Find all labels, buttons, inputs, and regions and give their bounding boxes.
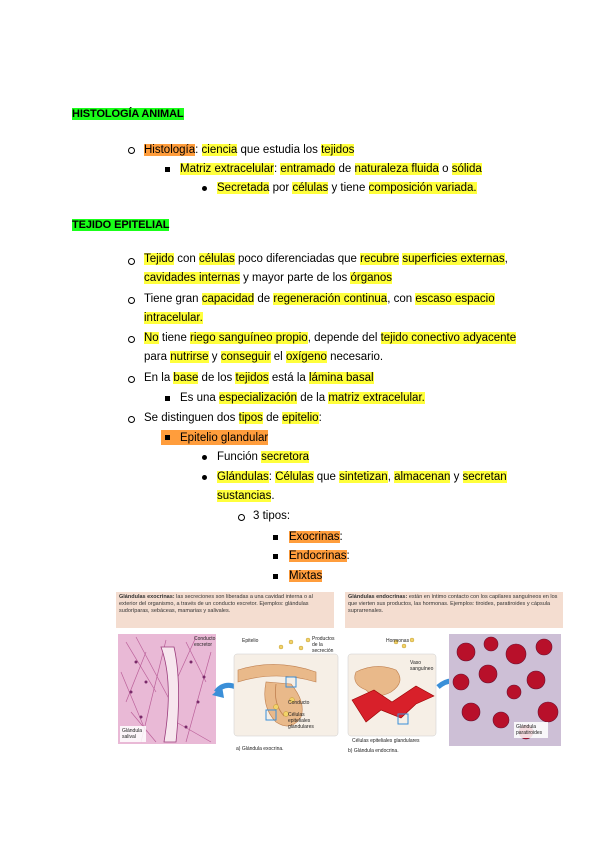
label-glandula-paratiroides: Glándula paratiroides (516, 724, 543, 736)
glandulas-line-1: Glándulas: Células que sintetizan, almacenan y secretan (217, 471, 507, 483)
label-glandula-exocrina: a) Glándula exocrina. (236, 746, 284, 752)
bullet-square (273, 535, 278, 540)
label-vaso-sanguineo: Vaso sanguíneo (410, 660, 434, 672)
tipo-mixtas: Mixtas (289, 570, 323, 582)
bullet-square (273, 574, 278, 579)
label-glandula-salival: Glándula salival (122, 728, 143, 740)
bullet-ring (128, 297, 135, 304)
tipo-exocrinas: Exocrinas: (289, 531, 343, 543)
regeneracion-line-1: Tiene gran capacidad de regeneración continua, con escaso espacio (144, 293, 495, 305)
bullet-ring (238, 514, 245, 521)
glandulas-illustration (116, 592, 563, 759)
label-celulas-epiteliales: Células epiteliales glandulares (288, 712, 314, 730)
endocrinas-caption-box: Glándulas endocrinas: están en íntimo contacto con los capilares sanguíneos en los que vierten sus productos, las hormonas. Ejemplos: tiroides, paratiroides y cápsula suprarrenales. (345, 592, 563, 628)
histologia-definition: Histología: ciencia que estudia los tejidos (144, 144, 355, 156)
tres-tipos-line: 3 tipos: (253, 510, 291, 522)
regeneracion-line-2: intracelular. (144, 312, 203, 324)
section-title-epitelial: TEJIDO EPITELIAL (72, 219, 170, 231)
epitelio-glandular-line: Epitelio glandular (180, 432, 269, 444)
especializacion-line: Es una especialización de la matriz extracelular. (180, 392, 425, 404)
label-hormonas: Hormonas (386, 638, 410, 644)
exocrinas-caption-box: Glándulas exocrinas: las secreciones son liberadas a una cavidad interna o al exterior del organismo, a través de un conducto excretor. Ejemplos: glándulas sudoríparas, sebáceas, mamarias y salivales. (116, 592, 334, 628)
riego-line-1: No tiene riego sanguíneo propio, depende del tejido conectivo adyacente (144, 332, 517, 344)
label-celulas-epi-glandulares: Células epiteliales glandulares (352, 738, 420, 744)
label-conducto: Conducto (288, 700, 310, 706)
bullet-dot (202, 475, 207, 480)
glandulas-line-2: sustancias. (217, 490, 275, 502)
bullet-ring (128, 336, 135, 343)
label-epitelio: Epitelio (242, 638, 259, 644)
glandulas-figure (116, 592, 563, 759)
secretada-line: Secretada por células y tiene composición variada. (217, 182, 477, 194)
tejido-definition-2: cavidades internas y mayor parte de los órganos (144, 272, 393, 284)
bullet-square (165, 396, 170, 401)
tejido-definition-1: Tejido con células poco diferenciadas que recubre superficies externas, (144, 253, 508, 265)
bullet-dot (202, 455, 207, 460)
bullet-square (165, 167, 170, 172)
tipos-epitelio-line: Se distinguen dos tipos de epitelio: (144, 412, 322, 424)
bullet-square (165, 435, 170, 440)
matriz-extracelular-line: Matriz extracelular: entramado de naturaleza fluida o sólida (180, 163, 482, 175)
label-productos: Productos de la secreción (312, 636, 335, 654)
bullet-ring (128, 416, 135, 423)
lamina-basal-line: En la base de los tejidos está la lámina basal (144, 372, 374, 384)
section-title-histologia: HISTOLOGÍA ANIMAL (72, 108, 184, 120)
bullet-dot (202, 186, 207, 191)
funcion-secretora-line: Función secretora (217, 451, 310, 463)
bullet-ring (128, 376, 135, 383)
bullet-ring (128, 147, 135, 154)
tipo-endocrinas: Endocrinas: (289, 550, 350, 562)
label-glandula-endocrina: b) Glándula endocrina. (348, 748, 399, 754)
bullet-ring (128, 258, 135, 265)
bullet-square (273, 554, 278, 559)
riego-line-2: para nutrirse y conseguir el oxígeno necesario. (144, 351, 384, 363)
label-conducto-excretor: Conducto excretor (194, 636, 216, 648)
